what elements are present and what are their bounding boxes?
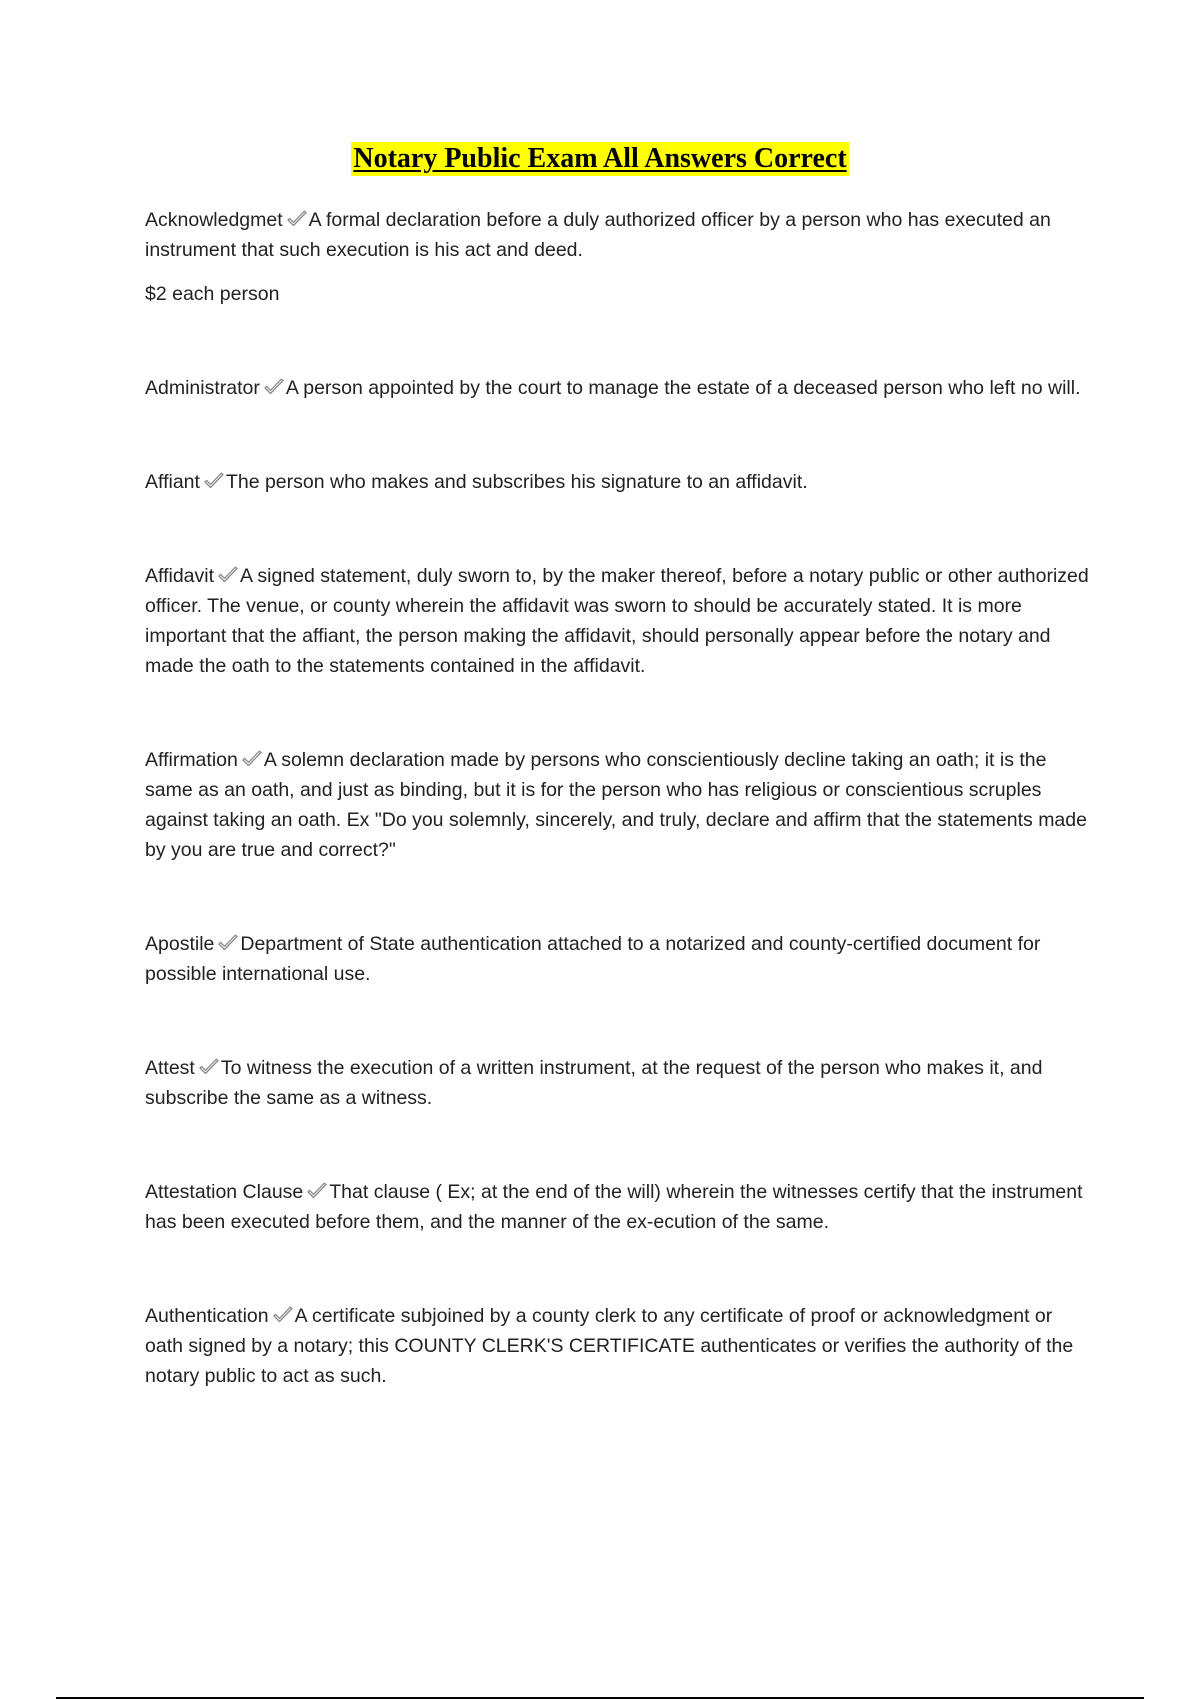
check-mark-icon	[203, 472, 225, 490]
check-mark-icon	[306, 1182, 328, 1200]
entry-term: Apostile	[145, 933, 215, 955]
entry-definition: The person who makes and subscribes his signature to an affidavit.	[225, 471, 808, 493]
glossary-list	[145, 205, 1095, 1391]
entry-term: Attestation Clause	[145, 1181, 304, 1203]
glossary-entry	[145, 929, 1095, 989]
entry-definition: To witness the execution of a written instrument, at the request of the person who makes it, and subscribe the same as a witness.	[145, 1057, 1043, 1109]
entry-term: Affidavit	[145, 565, 215, 587]
glossary-entry	[145, 1053, 1095, 1113]
glossary-entry	[145, 467, 1095, 497]
entry-note: $2 each person	[145, 283, 280, 305]
entry-definition: Department of State authentication attached to a notarized and county-certified document for possible international use.	[145, 933, 1041, 985]
entry-definition: A certificate subjoined by a county clerk to any certificate of proof or acknowledgment or oath signed by a notary; this COUNTY CLERK'S CERTIFICATE authenticates or verifies the authority of the notary public to act as such.	[145, 1305, 1074, 1387]
entry-text	[145, 467, 1095, 497]
check-mark-icon	[241, 750, 263, 768]
glossary-entry	[145, 1177, 1095, 1237]
title-container	[0, 142, 1200, 176]
check-mark-icon	[217, 566, 239, 584]
entry-text	[145, 561, 1095, 681]
entry-term: Administrator	[145, 377, 260, 399]
entry-term: Attest	[145, 1057, 195, 1079]
entry-text	[145, 1177, 1095, 1237]
entry-definition: A person appointed by the court to manage the estate of a deceased person who left no will.	[285, 377, 1081, 399]
entry-definition: A formal declaration before a duly authorized officer by a person who has executed an instrument that such execution is his act and deed.	[145, 209, 1051, 261]
page-title: Notary Public Exam All Answers Correct	[353, 143, 847, 174]
check-mark-icon	[217, 934, 239, 952]
glossary-entry	[145, 561, 1095, 681]
entry-text	[145, 1301, 1095, 1391]
entry-text	[145, 745, 1095, 865]
footer-divider	[56, 1697, 1144, 1699]
entry-definition: That clause ( Ex; at the end of the will) wherein the witnesses certify that the instrument has been executed before them, and the manner of the ex-ecution of the same.	[145, 1181, 1083, 1233]
check-mark-icon	[198, 1058, 220, 1076]
check-mark-icon	[272, 1306, 294, 1324]
entry-definition: A signed statement, duly sworn to, by the maker thereof, before a notary public or other authorized officer. The venue, or county wherein the affidavit was sworn to should be accurately stated. It is more important that the affiant, the person making the affidavit, should personally appear before the notary and made the oath to the statements contained in the affidavit.	[145, 565, 1089, 677]
glossary-entry	[145, 373, 1095, 403]
entry-term: Acknowledgmet	[145, 209, 283, 231]
entry-text	[145, 929, 1095, 989]
glossary-entry	[145, 205, 1095, 309]
glossary-entry	[145, 745, 1095, 865]
check-mark-icon	[263, 378, 285, 396]
check-mark-icon	[286, 210, 308, 228]
entry-text	[145, 373, 1095, 403]
entry-text	[145, 1053, 1095, 1113]
entry-text	[145, 205, 1095, 265]
entry-term: Affiant	[145, 471, 200, 493]
entry-term: Affirmation	[145, 749, 238, 771]
glossary-entry	[145, 1301, 1095, 1391]
entry-term: Authentication	[145, 1305, 269, 1327]
entry-definition: A solemn declaration made by persons who conscientiously decline taking an oath; it is the same as an oath, and just as binding, but it is for the person who has religious or conscientious scruples against taking an oath. Ex "Do you solemnly, sincerely, and truly, declare and affirm that the statements made by you are true and correct?"	[145, 749, 1087, 861]
